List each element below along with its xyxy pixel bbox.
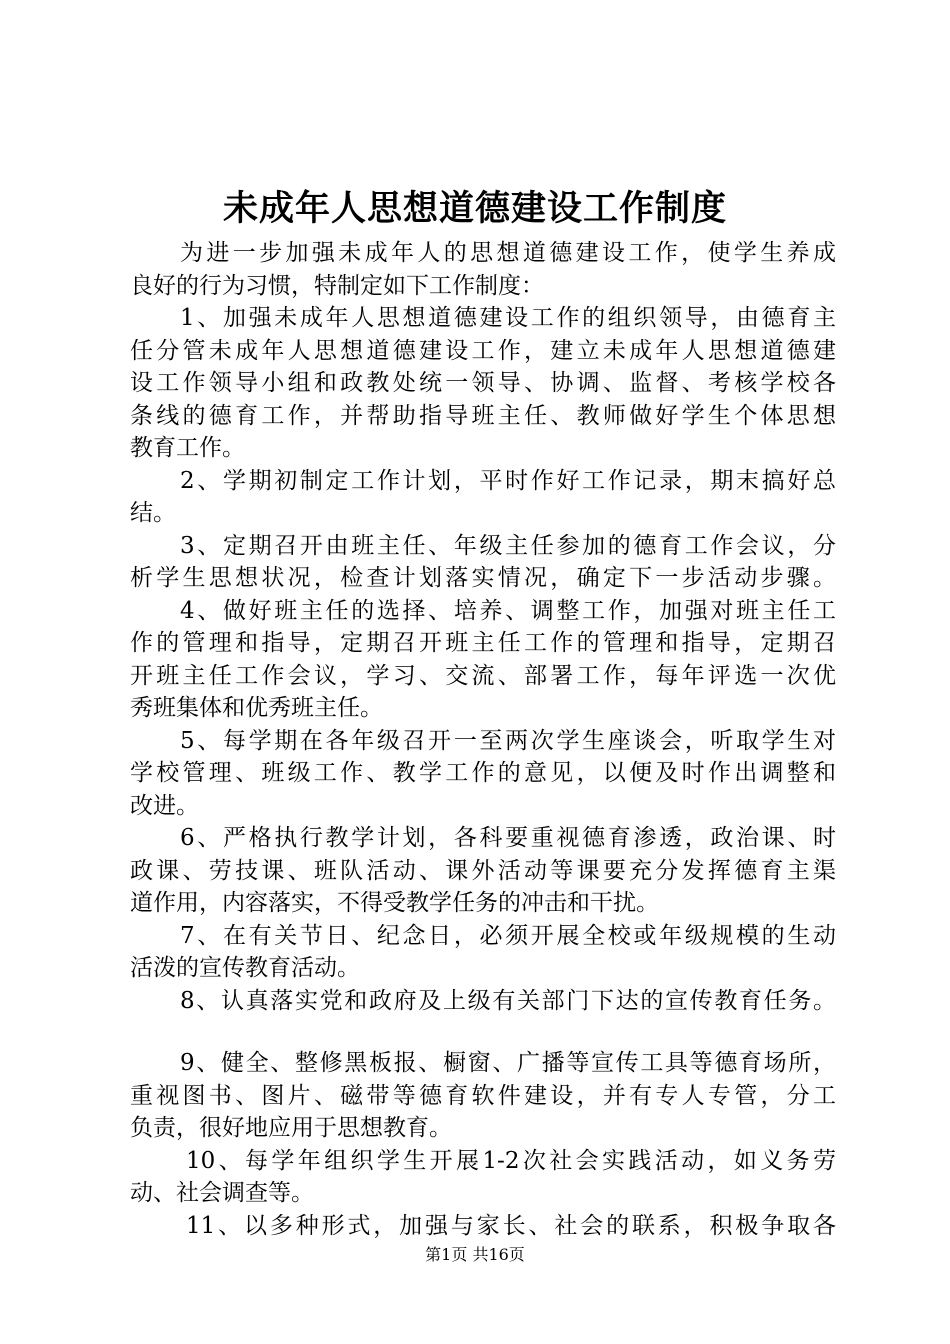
text-line: 开班主任工作会议，学习、交流、部署工作，每年评选一次优 xyxy=(130,662,836,689)
text-line: 1、加强未成年人思想道德建设工作的组织领导，由德育主 xyxy=(180,305,836,331)
text-line: 道作用，内容落实，不得受教学任务的冲击和干扰。 xyxy=(130,890,659,916)
text-line: 负责，很好地应用于思想教育。 xyxy=(130,1115,452,1141)
text-line: 3、定期召开由班主任、年级主任参加的德育工作会议，分 xyxy=(180,532,836,559)
text-line: 任分管未成年人思想道德建设工作，建立未成年人思想道德建 xyxy=(130,337,836,364)
text-line: 政课、劳技课、班队活动、课外活动等课要充分发挥德育主渠 xyxy=(130,857,836,884)
text-line: 4、做好班主任的选择、培养、调整工作，加强对班主任工 xyxy=(180,597,836,624)
text-line: 2、学期初制定工作计划，平时作好工作记录，期末搞好总 xyxy=(180,467,836,494)
text-line: 8、认真落实党和政府及上级有关部门下达的宣传教育任务。 xyxy=(180,987,836,1014)
text-line: 作的管理和指导，定期召开班主任工作的管理和指导，定期召 xyxy=(130,630,836,656)
text-line: 为进一步加强未成年人的思想道德建设工作，使学生养成 xyxy=(180,240,836,266)
text-line: 结。 xyxy=(130,500,176,526)
text-line: 改进。 xyxy=(130,792,199,819)
document-body xyxy=(130,237,836,1242)
text-line: 教育工作。 xyxy=(130,435,245,461)
document-title: 未成年人思想道德建设工作制度 xyxy=(222,188,727,229)
text-line: 动、社会调查等。 xyxy=(130,1180,314,1206)
text-line: 9、健全、整修黑板报、橱窗、广播等宣传工具等德育场所， xyxy=(180,1050,836,1076)
text-line: 学校管理、班级工作、教学工作的意见，以便及时作出调整和 xyxy=(130,760,836,786)
text-line: 析学生思想状况，检查计划落实情况，确定下一步活动步骤。 xyxy=(130,565,836,591)
paragraph-gap xyxy=(130,1017,836,1047)
text-line: 重视图书、图片、磁带等德育软件建设，并有专人专管，分工 xyxy=(130,1082,836,1109)
text-line: 7、在有关节日、纪念日，必须开展全校或年级规模的生动 xyxy=(180,922,836,949)
text-line: 活泼的宣传教育活动。 xyxy=(130,955,360,981)
page-number-footer: 第1页 共16页 xyxy=(425,1245,525,1264)
text-line: 5、每学期在各年级召开一至两次学生座谈会，听取学生对 xyxy=(180,727,836,754)
text-line: 6、严格执行教学计划，各科要重视德育渗透，政治课、时 xyxy=(180,825,836,851)
text-line: 设工作领导小组和政教处统一领导、协调、监督、考核学校各 xyxy=(130,370,836,396)
text-line: 11、以多种形式，加强与家长、社会的联系，积极争取各 xyxy=(186,1212,836,1239)
text-line: 条线的德育工作，并帮助指导班主任、教师做好学生个体思想 xyxy=(130,402,836,429)
text-line: 良好的行为习惯，特制定如下工作制度： xyxy=(130,272,544,299)
text-line: 10、每学年组织学生开展1-2次社会实践活动，如义务劳 xyxy=(186,1147,836,1174)
text-line: 秀班集体和优秀班主任。 xyxy=(130,695,383,721)
